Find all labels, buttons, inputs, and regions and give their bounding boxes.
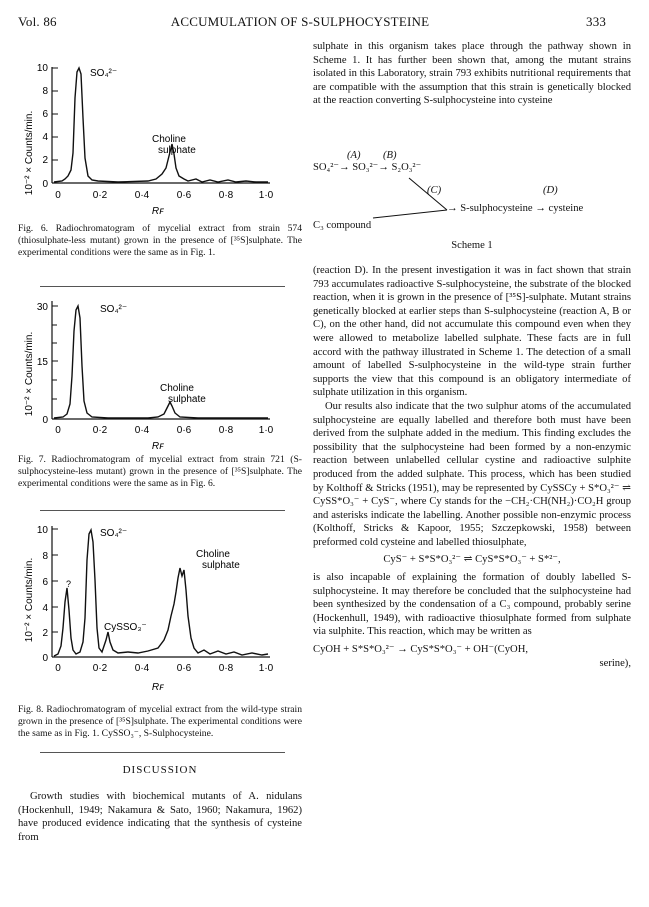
fig7-xtick: 0·2 xyxy=(92,425,108,436)
fig7-ytick: 30 xyxy=(36,302,48,313)
fig7-xtick: 0·6 xyxy=(176,425,192,436)
fig8-ytick: 4 xyxy=(42,603,48,614)
equation-2-end: serine), xyxy=(599,657,631,669)
scheme-label-c: (C) xyxy=(427,185,442,196)
equation-1: CyS⁻ + S*S*O₃²⁻ ⇌ CyS*S*O₃⁻ + S*²⁻, xyxy=(383,554,561,566)
paragraph-text: is also incapable of explaining the formation of doubly labelled S-sulphocysteine. It may therefore be concluded that the sulphocysteine had been synthesized by the condensation of a C₃ compound, probably serine (Hockenhull, 1949), with radioactive thiosulphate formed from sulphate via sulphite. This reaction, which may be written as xyxy=(313,572,631,638)
divider xyxy=(40,286,285,287)
paragraph-text: Our results also indicate that the two sulphur atoms of the accumulated sulphocysteine are equally labelled and therefore both must have been derived from the sulphate added in the medium. This finding excludes the possibility that the sulphocysteine had been formed by a non-enzymic reaction between unlabelled cellular cystine and radioactive sulphite produced from the added sulphate. This process, which has been studied by Kolthoff & Stricks (1951), may be represented by CySSCy + S*O₃²⁻ ⇌ CySS*O₃⁻ + CyS⁻, where Cy stands for the −CH₂·CH(NH₂)·CO₂H group and asterisks indicate the labelling. Another possible non-enzymic process (Kolthoff, Stricks & Kapoor, 1955; Szczepkowski, 1958) between preformed cold cysteine and labelled thiosulphate, xyxy=(313,400,631,548)
fig8-choline-label: Choline xyxy=(196,549,230,560)
fig8-xlabel: Rꜰ xyxy=(151,682,165,693)
discussion-paragraph xyxy=(18,790,302,844)
scheme-c3-compound: C₃ compound xyxy=(313,220,372,231)
right-paragraph-2 xyxy=(313,264,631,670)
fig7-xtick: 0·8 xyxy=(218,425,234,436)
fig7-so4-label: SO₄²⁻ xyxy=(100,304,128,315)
paragraph-text: sulphate in this organism takes place through the pathway shown in Scheme 1. It has further been shown that, among the mutant strains isolated in this Laboratory, strain 793 exhibits nutritional requirements that are compatible with the assumption that this strain is genetically blocked at the reaction converting S-sulphocysteine into cysteine xyxy=(313,41,631,107)
fig6-ytick: 2 xyxy=(42,155,48,166)
scheme-label-a: (A) xyxy=(347,150,361,161)
fig6-ytick: 6 xyxy=(42,109,48,120)
fig6-ytick: 4 xyxy=(42,132,48,143)
scheme-label-d: (D) xyxy=(543,185,558,196)
fig8-question-label: ? xyxy=(66,579,72,589)
discussion-text: Growth studies with biochemical mutants of A. nidulans (Hockenhull, 1949; Nakamura & Sato, 1960; Nakamura, 1962) have produced evidence indicating that the synthesis of cysteine from xyxy=(18,791,302,843)
fig7-ytick: 15 xyxy=(36,357,48,368)
paragraph-text: (reaction D). In the present investigation it was in fact shown that strain 793 accumulates radioactive S-sulphocysteine, the substrate of the blocked reaction, when it is grown in the presence of [³⁵S]-sulphate. Mutant strains genetically blocked at earlier steps than S-sulphocysteine (reaction A, B or C), on the other hand, did not accumulate this compound even when they were allowed to metabolize labelled sulphate. These facts are in full accord with the pathway illustrated in Scheme 1. The detection of a small amount of labelled S-sulphocysteine in the wild-type strain further supports the view that this compound is an obligatory intermediate of sulphate utilization in this organism. xyxy=(313,265,631,399)
fig8-xtick: 0·6 xyxy=(176,663,192,674)
fig8-ytick: 8 xyxy=(42,551,48,562)
fig8-xtick: 0·8 xyxy=(218,663,234,674)
fig7-caption: Fig. 7. Radiochromatogram of mycelial extract from strain 721 (S-sulphocysteine-less mutant) grown in the presence of [³⁵S]sulphate. The experimental conditions were the same as in Fig. 6. xyxy=(18,454,302,489)
divider xyxy=(40,510,285,511)
fig7-xtick: 0·4 xyxy=(134,425,150,436)
fig6-choline-label: Choline xyxy=(152,134,186,145)
fig7-xtick: 1·0 xyxy=(258,425,274,436)
scheme-line-1: SO₄²⁻→ SO₃²⁻→ S₂O₃²⁻ xyxy=(313,162,422,173)
fig6-xtick: 0·2 xyxy=(92,190,108,201)
volume-label: Vol. 86 xyxy=(18,14,57,29)
fig6-so4-label: SO₄²⁻ xyxy=(90,68,118,79)
fig7-choline-label: Choline xyxy=(160,383,194,394)
fig6-xtick: 0·6 xyxy=(176,190,192,201)
fig6-caption: Fig. 6. Radiochromatogram of mycelial extract from strain 574 (thiosulphate-less mutant) grown in the presence of [³⁵S]sulphate. The experimental conditions were the same as in Fig. 1. xyxy=(18,223,302,258)
scheme-1 xyxy=(313,148,631,258)
fig6-sulphate-label: sulphate xyxy=(158,145,196,156)
fig8-caption: Fig. 8. Radiochromatogram of mycelial extract from the wild-type strain grown in the presence of [³⁵S]sulphate. The experimental conditions were the same as in Fig. 1. CySSO₃⁻, S-Sulphocysteine. xyxy=(18,704,302,739)
discussion-heading: DISCUSSION xyxy=(122,764,198,776)
fig7-sulphate-label: sulphate xyxy=(168,394,206,405)
fig6-ytick: 0 xyxy=(42,179,48,190)
fig7-ylabel: 10⁻² × Counts/min. xyxy=(24,331,35,417)
page-number: 333 xyxy=(586,14,607,29)
scheme-line-2: → S-sulphocysteine → cysteine xyxy=(447,203,584,214)
fig8-xtick: 0 xyxy=(55,663,61,674)
right-paragraph-1 xyxy=(313,40,631,108)
fig6-xtick: 0 xyxy=(55,190,61,201)
fig8-xtick: 0·2 xyxy=(92,663,108,674)
fig8-ytick: 2 xyxy=(42,628,48,639)
figure-6-chart xyxy=(18,58,298,218)
fig6-xtick: 0·8 xyxy=(218,190,234,201)
fig7-ytick: 0 xyxy=(42,415,48,426)
fig8-cysso3-label: CySSO₃⁻ xyxy=(104,622,147,633)
equation-2: CyOH + S*S*O₃²⁻ → CyS*S*O₃⁻ + OH⁻(CyOH, xyxy=(313,644,528,656)
fig7-xtick: 0 xyxy=(55,425,61,436)
fig6-xtick: 0·4 xyxy=(134,190,150,201)
fig8-ytick: 6 xyxy=(42,577,48,588)
fig8-ylabel: 10⁻² × Counts/min. xyxy=(24,557,35,643)
fig6-xlabel: Rꜰ xyxy=(151,206,165,217)
scheme-caption: Scheme 1 xyxy=(451,240,493,251)
fig8-ytick: 0 xyxy=(42,653,48,664)
scheme-label-b: (B) xyxy=(383,150,397,161)
fig6-xtick: 1·0 xyxy=(258,190,274,201)
running-title: ACCUMULATION OF S-SULPHOCYSTEINE xyxy=(170,14,430,29)
fig8-xtick: 0·4 xyxy=(134,663,150,674)
divider xyxy=(40,752,285,753)
fig8-ytick: 10 xyxy=(36,525,48,536)
figure-7-chart xyxy=(18,296,298,451)
fig6-ytick: 8 xyxy=(42,86,48,97)
fig6-ylabel: 10⁻² × Counts/min. xyxy=(24,110,35,196)
figure-8-chart xyxy=(18,520,298,695)
fig7-xlabel: Rꜰ xyxy=(151,441,165,451)
fig6-ytick: 10 xyxy=(36,63,48,74)
fig8-xtick: 1·0 xyxy=(258,663,274,674)
fig8-sulphate-label: sulphate xyxy=(202,560,240,571)
fig8-so4-label: SO₄²⁻ xyxy=(100,528,128,539)
